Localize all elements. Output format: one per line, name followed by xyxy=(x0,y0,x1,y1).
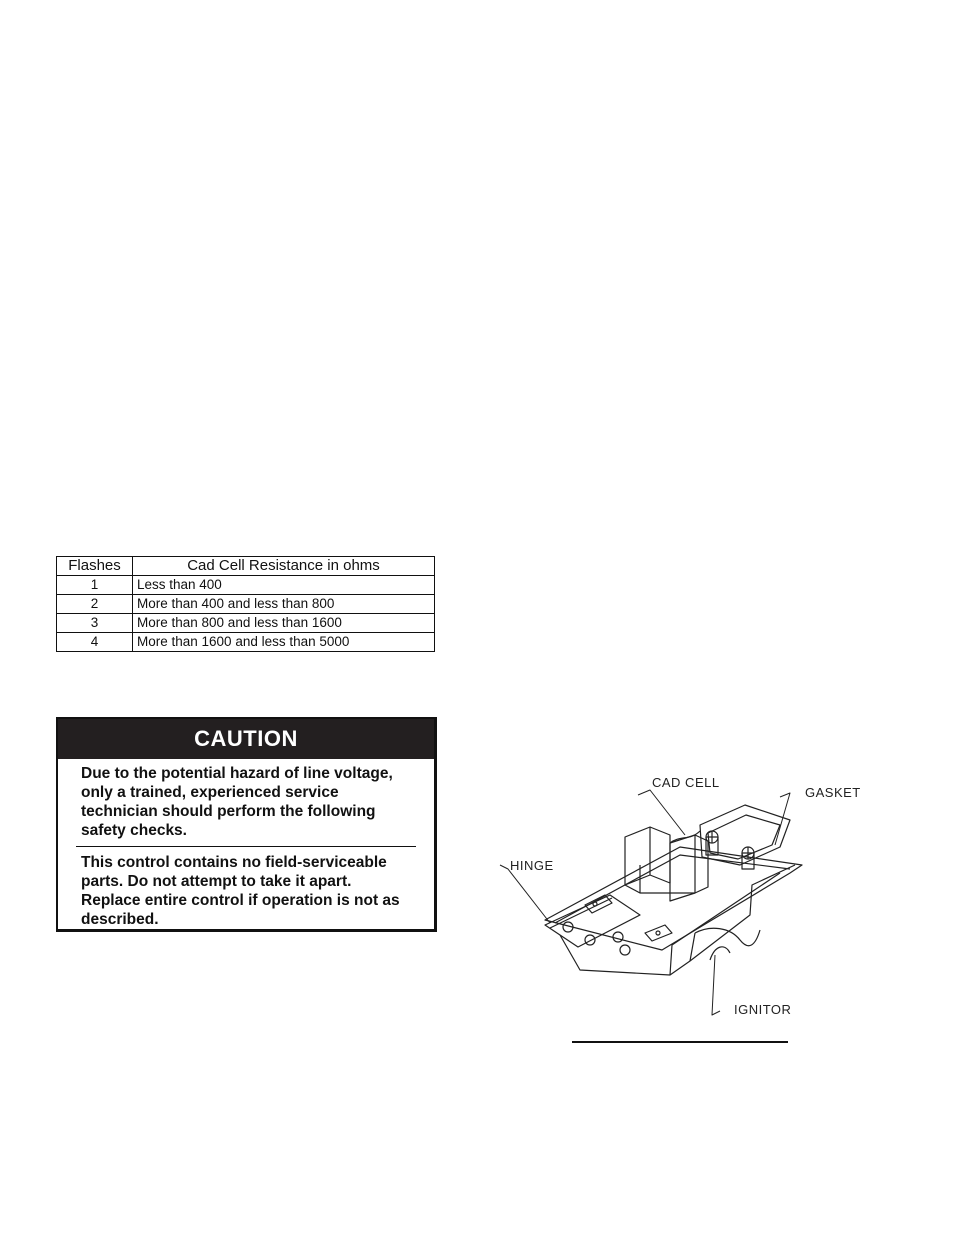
resistance-cell: More than 400 and less than 800 xyxy=(133,595,435,614)
header-resistance: Cad Cell Resistance in ohms xyxy=(133,557,435,576)
flashes-cell: 1 xyxy=(57,576,133,595)
table-row xyxy=(57,633,435,652)
resistance-cell: More than 800 and less than 1600 xyxy=(133,614,435,633)
table-row xyxy=(57,614,435,633)
caution-paragraph-line-voltage: Due to the potential hazard of line voltage, only a trained, experienced service technician should perform the following safety checks. xyxy=(81,765,393,839)
flashes-cell: 2 xyxy=(57,595,133,614)
resistance-cell: Less than 400 xyxy=(133,576,435,595)
header-flashes: Flashes xyxy=(57,557,133,576)
label-cad-cell: CAD CELL xyxy=(652,775,720,790)
figure-caption-rule xyxy=(572,1041,788,1043)
flashes-cell: 3 xyxy=(57,614,133,633)
caution-title: CAUTION xyxy=(58,719,434,759)
flashes-cell: 4 xyxy=(57,633,133,652)
control-unit-drawing xyxy=(490,765,870,1025)
control-unit-figure xyxy=(490,765,870,1025)
caution-box xyxy=(56,717,437,932)
cad-cell-resistance-table xyxy=(56,556,435,652)
label-gasket: GASKET xyxy=(805,785,861,800)
table-row xyxy=(57,576,435,595)
table-header-row xyxy=(57,557,435,576)
label-hinge: HINGE xyxy=(510,858,554,873)
label-ignitor: IGNITOR xyxy=(734,1002,792,1017)
table-row xyxy=(57,595,435,614)
caution-paragraph-no-serviceable-parts: This control contains no field-serviceable parts. Do not attempt to take it apart. Replace entire control if operation is not as described. xyxy=(81,854,400,928)
resistance-cell: More than 1600 and less than 5000 xyxy=(133,633,435,652)
